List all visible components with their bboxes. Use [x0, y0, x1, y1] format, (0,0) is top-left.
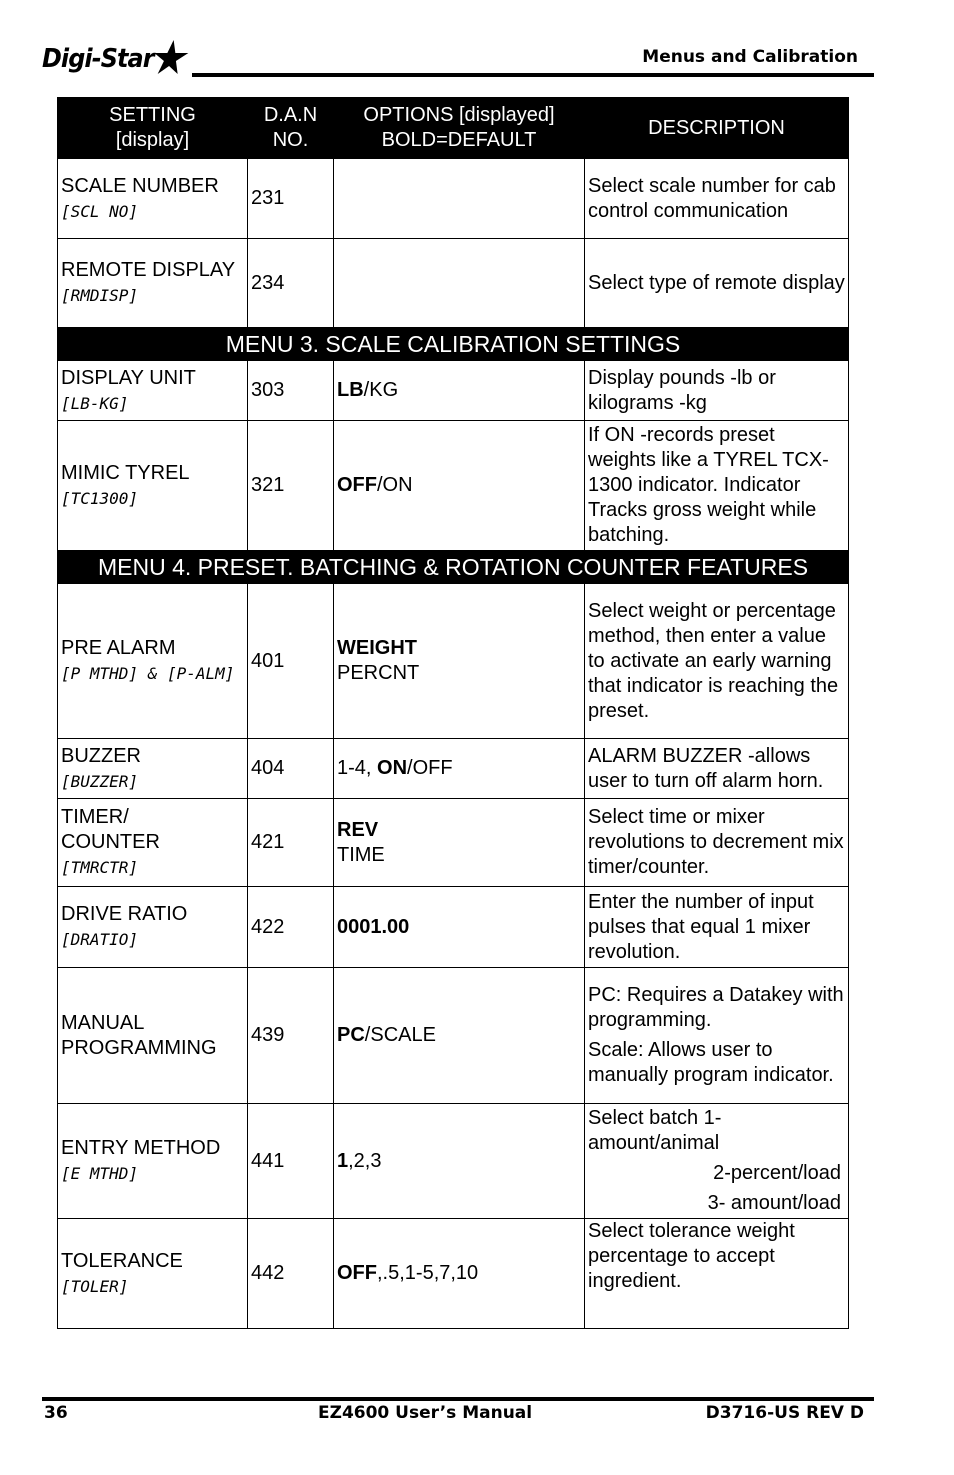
table-row — [58, 361, 849, 421]
options-cell: REV TIME — [334, 799, 585, 887]
setting-cell: SCALE NUMBER [SCL NO] — [58, 159, 248, 239]
setting-cell: REMOTE DISPLAY [RMDISP] — [58, 239, 248, 328]
table-row — [58, 799, 849, 887]
description-cell: Enter the number of input pulses that equal 1 mixer revolution. — [585, 887, 849, 968]
setting-cell: BUZZER [BUZZER] — [58, 739, 248, 799]
digi-star-logo: Digi-Star — [42, 44, 154, 74]
dan-cell: 401 — [248, 584, 334, 739]
header-description: DESCRIPTION — [585, 98, 849, 159]
description-cell: PC: Requires a Datakey with programming. Scale: Allows user to manually program indicator. — [585, 968, 849, 1104]
settings-table — [57, 97, 849, 1329]
description-cell: Select tolerance weight percentage to accept ingredient. — [585, 1219, 849, 1329]
table-row — [58, 584, 849, 739]
dan-cell: 441 — [248, 1104, 334, 1219]
description-cell: If ON -records preset weights like a TYREL TCX-1300 indicator. Indicator Tracks gross weight while batching. — [585, 421, 849, 551]
header-setting: SETTING [display] — [58, 98, 248, 159]
description-cell: Select time or mixer revolutions to decrement mix timer/counter. — [585, 799, 849, 887]
options-cell: 1-4, ON/OFF — [334, 739, 585, 799]
table-row — [58, 968, 849, 1104]
dan-cell: 422 — [248, 887, 334, 968]
description-cell: ALARM BUZZER -allows user to turn off alarm horn. — [585, 739, 849, 799]
options-cell: LB/KG — [334, 361, 585, 421]
dan-cell: 231 — [248, 159, 334, 239]
description-cell: Select batch 1- amount/animal 2-percent/load 3- amount/load — [585, 1104, 849, 1219]
setting-cell: MIMIC TYREL [TC1300] — [58, 421, 248, 551]
star-icon — [152, 38, 192, 78]
table-header-row — [58, 98, 849, 159]
dan-cell: 404 — [248, 739, 334, 799]
table-row — [58, 421, 849, 551]
setting-cell: PRE ALARM [P MTHD] & [P-ALM] — [58, 584, 248, 739]
options-cell: OFF/ON — [334, 421, 585, 551]
table-row — [58, 1219, 849, 1329]
setting-cell: TIMER/ COUNTER [TMRCTR] — [58, 799, 248, 887]
options-cell — [334, 239, 585, 328]
page-header — [42, 40, 874, 80]
dan-cell: 303 — [248, 361, 334, 421]
manual-title: EZ4600 User’s Manual — [318, 1403, 533, 1423]
table-row — [58, 887, 849, 968]
dan-cell: 421 — [248, 799, 334, 887]
table-row — [58, 1104, 849, 1219]
page-number: 36 — [44, 1403, 68, 1423]
options-cell: PC/SCALE — [334, 968, 585, 1104]
menu-header-row — [58, 328, 849, 361]
header-options: OPTIONS [displayed] BOLD=DEFAULT — [334, 98, 585, 159]
description-cell: Select weight or percentage method, then enter a value to activate an early warning that indicator is reaching the preset. — [585, 584, 849, 739]
options-cell: 1,2,3 — [334, 1104, 585, 1219]
setting-cell: TOLERANCE [TOLER] — [58, 1219, 248, 1329]
setting-cell: ENTRY METHOD [E MTHD] — [58, 1104, 248, 1219]
menu-header-row — [58, 551, 849, 584]
menu-3-title: MENU 3. SCALE CALIBRATION SETTINGS — [58, 328, 849, 361]
options-cell: WEIGHT PERCNT — [334, 584, 585, 739]
description-cell: Display pounds -lb or kilograms -kg — [585, 361, 849, 421]
footer-rule — [42, 1397, 874, 1401]
header-rule — [192, 73, 874, 77]
options-cell — [334, 159, 585, 239]
description-cell: Select type of remote display — [585, 239, 849, 328]
dan-cell: 439 — [248, 968, 334, 1104]
setting-cell: MANUAL PROGRAMMING — [58, 968, 248, 1104]
document-id: D3716-US REV D — [705, 1403, 864, 1423]
description-cell: Select scale number for cab control communication — [585, 159, 849, 239]
options-cell: 0001.00 — [334, 887, 585, 968]
options-cell: OFF,.5,1-5,7,10 — [334, 1219, 585, 1329]
menu-4-title: MENU 4. PRESET. BATCHING & ROTATION COUNTER FEATURES — [58, 551, 849, 584]
header-dan: D.A.N NO. — [248, 98, 334, 159]
setting-cell: DRIVE RATIO [DRATIO] — [58, 887, 248, 968]
section-title: Menus and Calibration — [642, 47, 858, 67]
table-row — [58, 739, 849, 799]
setting-cell: DISPLAY UNIT [LB-KG] — [58, 361, 248, 421]
dan-cell: 321 — [248, 421, 334, 551]
table-row — [58, 239, 849, 328]
dan-cell: 234 — [248, 239, 334, 328]
dan-cell: 442 — [248, 1219, 334, 1329]
table-row — [58, 159, 849, 239]
